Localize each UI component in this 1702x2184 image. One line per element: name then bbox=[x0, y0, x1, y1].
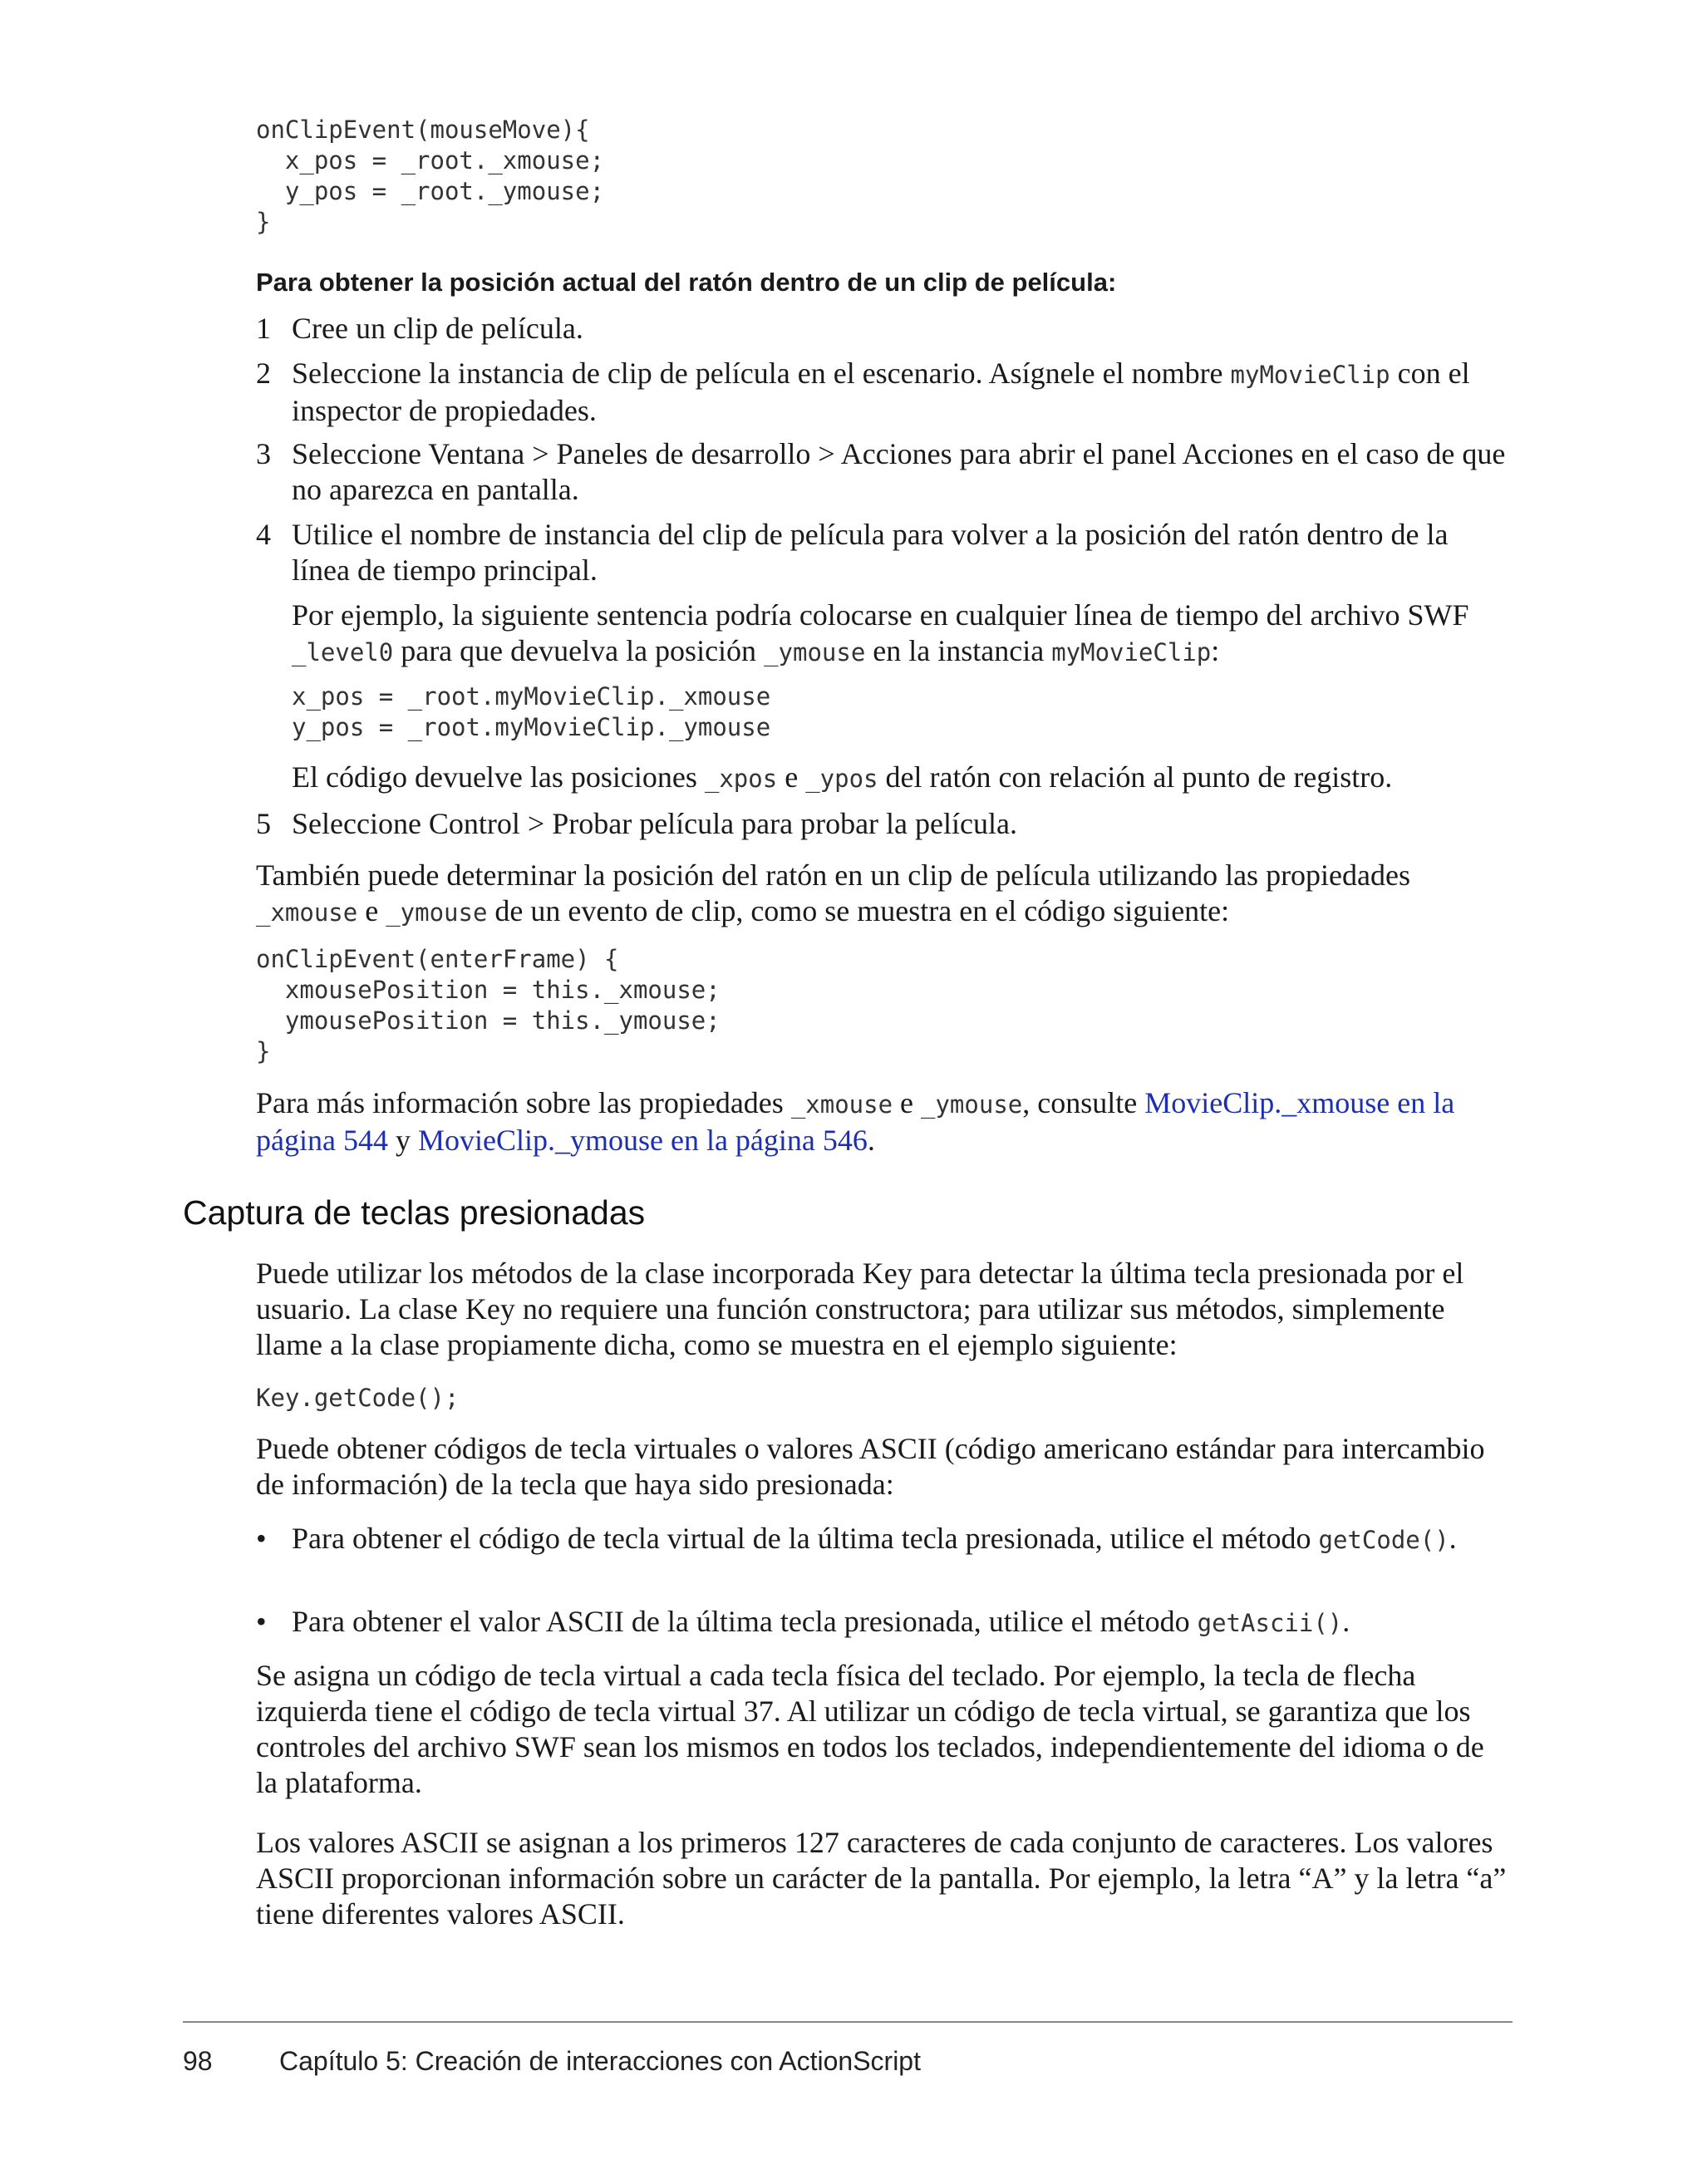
link-xmouse[interactable]: MovieClip._xmouse en la página 544 bbox=[256, 1086, 1455, 1157]
inline-code: myMovieClip bbox=[1230, 361, 1390, 389]
text-run: y bbox=[387, 1124, 418, 1157]
step-text: Seleccione Ventana > Paneles de desarrollo > Acciones para abrir el panel Acciones en el caso de que no aparezca en pantalla. bbox=[292, 437, 1506, 506]
inline-code: getCode() bbox=[1318, 1526, 1449, 1554]
step-text bbox=[292, 356, 1513, 429]
step-4-example-text bbox=[292, 598, 1513, 671]
text-run: Por ejemplo, la siguiente sentencia podría colocarse en cualquier línea de tiempo del archivo SWF bbox=[292, 598, 1469, 632]
link-ymouse[interactable]: MovieClip._ymouse en la página 546 bbox=[417, 1124, 868, 1157]
text-run: Para obtener el código de tecla virtual de la última tecla presionada, utilice el método bbox=[292, 1522, 1319, 1555]
inline-code: getAscii() bbox=[1197, 1609, 1343, 1637]
bullet-item-getascii bbox=[256, 1604, 1513, 1641]
step-number: 2 bbox=[256, 357, 271, 390]
bullet-icon: • bbox=[256, 1522, 267, 1555]
code-block-getcode: Key.getCode(); bbox=[256, 1384, 460, 1412]
paragraph-virtual-key: Se asigna un código de tecla virtual a cada tecla física del teclado. Por ejemplo, la tecla de flecha izquierda tiene el código de tecla virtual 37. Al utilizar un código de tecla virtual, se garantiza que los controles del archivo SWF sean los mismos en todos los teclados, independientemente del idioma o de la plataforma. bbox=[256, 1659, 1484, 1799]
code-block-mymovieclip: x_pos = _root.myMovieClip._xmouse y_pos = _root.myMovieClip._ymouse bbox=[292, 682, 771, 741]
text-run: en la instancia bbox=[865, 634, 1052, 667]
text-run: e bbox=[357, 894, 386, 927]
inline-code: _ymouse bbox=[921, 1090, 1023, 1119]
text-run: e bbox=[777, 760, 806, 794]
text-run: Para más información sobre las propiedades bbox=[256, 1086, 791, 1119]
paragraph-ascii: Los valores ASCII se asignan a los primeros 127 caracteres de cada conjunto de caracteres. Los valores ASCII proporcionan información sobre un carácter de la pantalla. Por ejemplo, la letra “A” y la letra “a” tiene diferentes valores ASCII. bbox=[256, 1826, 1507, 1931]
step-number: 4 bbox=[256, 518, 271, 551]
inline-code: myMovieClip bbox=[1051, 638, 1212, 667]
chapter-title: Capítulo 5: Creación de interacciones con ActionScript bbox=[279, 2046, 921, 2076]
paragraph-more-info bbox=[256, 1085, 1513, 1158]
inline-code: _ymouse bbox=[764, 638, 866, 667]
text-run: para que devuelva la posición bbox=[393, 634, 765, 667]
text-run: Seleccione la instancia de clip de película en el escenario. Asígnele el nombre bbox=[292, 357, 1231, 390]
text-run: de un evento de clip, como se muestra en el código siguiente: bbox=[487, 894, 1230, 927]
text-run: e bbox=[893, 1086, 922, 1119]
bullet-icon: • bbox=[256, 1605, 267, 1638]
text-run: con el inspector de propiedades. bbox=[292, 357, 1470, 427]
procedure-heading: Para obtener la posición actual del ratón dentro de un clip de película: bbox=[256, 268, 1117, 297]
step-text: Cree un clip de película. bbox=[292, 312, 583, 345]
step-3 bbox=[256, 436, 1513, 508]
inline-code: _xpos bbox=[704, 765, 778, 793]
paragraph-clip-event bbox=[256, 858, 1513, 931]
code-block-enterframe: onClipEvent(enterFrame) { xmousePosition = this._xmouse; ymousePosition = this._ymouse; } bbox=[256, 945, 721, 1065]
page-number: 98 bbox=[183, 2046, 213, 2076]
bullet-text bbox=[292, 1521, 1513, 1558]
step-4 bbox=[256, 517, 1513, 588]
step-1 bbox=[256, 311, 1513, 347]
text-run: . bbox=[1449, 1522, 1457, 1555]
bullet-item-getcode bbox=[256, 1521, 1513, 1558]
step-number: 3 bbox=[256, 437, 271, 470]
text-run: Para obtener el valor ASCII de la última tecla presionada, utilice el método bbox=[292, 1605, 1198, 1638]
text-run: . bbox=[867, 1124, 875, 1157]
inline-code: _ypos bbox=[805, 765, 878, 793]
step-text: Utilice el nombre de instancia del clip de película para volver a la posición del ratón dentro de la línea de tiempo principal. bbox=[292, 518, 1449, 587]
text-run: El código devuelve las posiciones bbox=[292, 760, 705, 794]
text-run: . bbox=[1342, 1605, 1350, 1638]
text-run: : bbox=[1211, 634, 1220, 667]
text-run: , consulte bbox=[1022, 1086, 1145, 1119]
step-text: Seleccione Control > Probar película para probar la película. bbox=[292, 807, 1017, 840]
step-4-result-text bbox=[292, 760, 1513, 797]
step-number: 5 bbox=[256, 807, 271, 840]
bullet-text bbox=[292, 1604, 1513, 1641]
code-block-mousemove: onClipEvent(mouseMove){ x_pos = _root._xmouse; y_pos = _root._ymouse; } bbox=[256, 116, 605, 236]
inline-code: _xmouse bbox=[790, 1090, 893, 1119]
inline-code: _ymouse bbox=[386, 898, 488, 927]
paragraph-key-codes: Puede obtener códigos de tecla virtuales o valores ASCII (código americano estándar para intercambio de información) de la tecla que haya sido presionada: bbox=[256, 1432, 1485, 1501]
inline-code: _xmouse bbox=[256, 898, 358, 927]
step-2 bbox=[256, 356, 1513, 429]
text-run: También puede determinar la posición del ratón en un clip de película utilizando las propiedades bbox=[256, 858, 1411, 892]
footer-rule bbox=[183, 2021, 1513, 2023]
section-heading: Captura de teclas presionadas bbox=[183, 1193, 646, 1232]
paragraph-key-class: Puede utilizar los métodos de la clase incorporada Key para detectar la última tecla presionada por el usuario. La clase Key no requiere una función constructora; para utilizar sus métodos, simplemente llame a la clase propiamente dicha, como se muestra en el ejemplo siguiente: bbox=[256, 1257, 1464, 1361]
inline-code: _level0 bbox=[292, 638, 394, 667]
text-run: del ratón con relación al punto de registro. bbox=[878, 760, 1393, 794]
step-number: 1 bbox=[256, 312, 271, 345]
step-5 bbox=[256, 806, 1513, 842]
